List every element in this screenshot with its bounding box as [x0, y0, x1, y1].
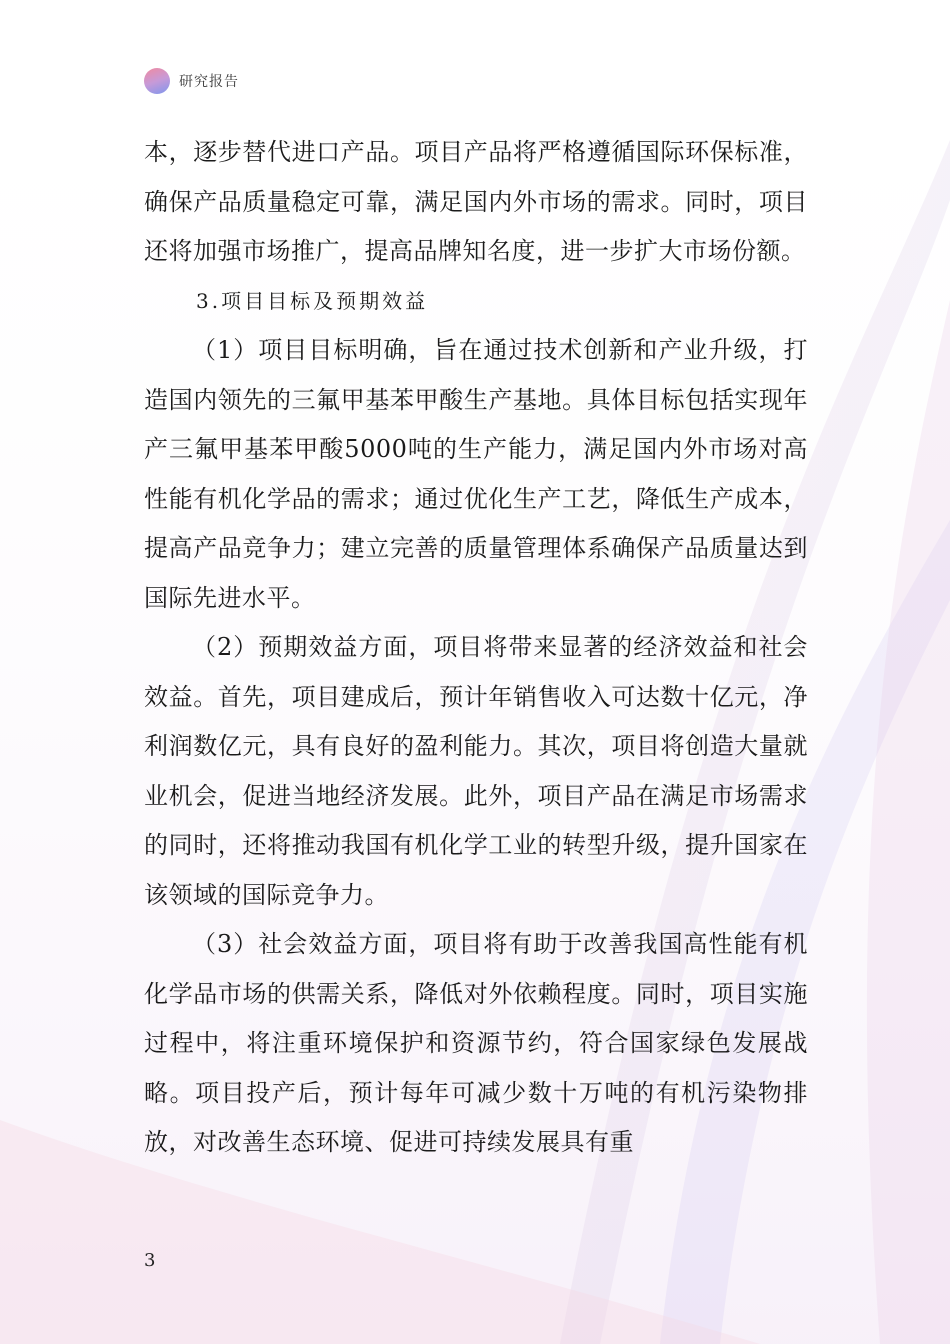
- paragraph-social-benefits: （3）社会效益方面，项目将有助于改善我国高性能有机化学品市场的供需关系，降低对外依赖程度。同时，项目实施过程中，将注重环境保护和资源节约，符合国家绿色发展战略。项目投产后，预计每年可减少数十万吨的有机污染物排放，对改善生态环境、促进可持续发展具有重: [144, 930, 808, 1156]
- document-body: [144, 128, 808, 1168]
- paragraph-expected-benefits: （2）预期效益方面，项目将带来显著的经济效益和社会效益。首先，项目建成后，预计年销售收入可达数十亿元，净利润数亿元，具有良好的盈利能力。其次，项目将创造大量就业机会，促进当地经济发展。此外，项目产品在满足市场需求的同时，还将推动我国有机化学工业的转型升级，提升国家在该领域的国际竞争力。: [144, 633, 808, 909]
- paragraph-continuation: 本，逐步替代进口产品。项目产品将严格遵循国际环保标准，确保产品质量稳定可靠，满足国内外市场的需求。同时，项目还将加强市场推广，提高品牌知名度，进一步扩大市场份额。: [144, 138, 808, 265]
- section-heading: 3.项目目标及预期效益: [196, 288, 429, 313]
- report-header: [144, 66, 239, 96]
- logo-icon: [144, 68, 170, 94]
- page-number: 3: [144, 1250, 156, 1271]
- header-title: 研究报告: [179, 74, 239, 90]
- paragraph-project-goals: （1）项目目标明确，旨在通过技术创新和产业升级，打造国内领先的三氟甲基苯甲酸生产基地。具体目标包括实现年产三氟甲基苯甲酸5000吨的生产能力，满足国内外市场对高性能有机化学品的需求；通过优化生产工艺，降低生产成本，提高产品竞争力；建立完善的质量管理体系确保产品质量达到国际先进水平。: [144, 336, 808, 612]
